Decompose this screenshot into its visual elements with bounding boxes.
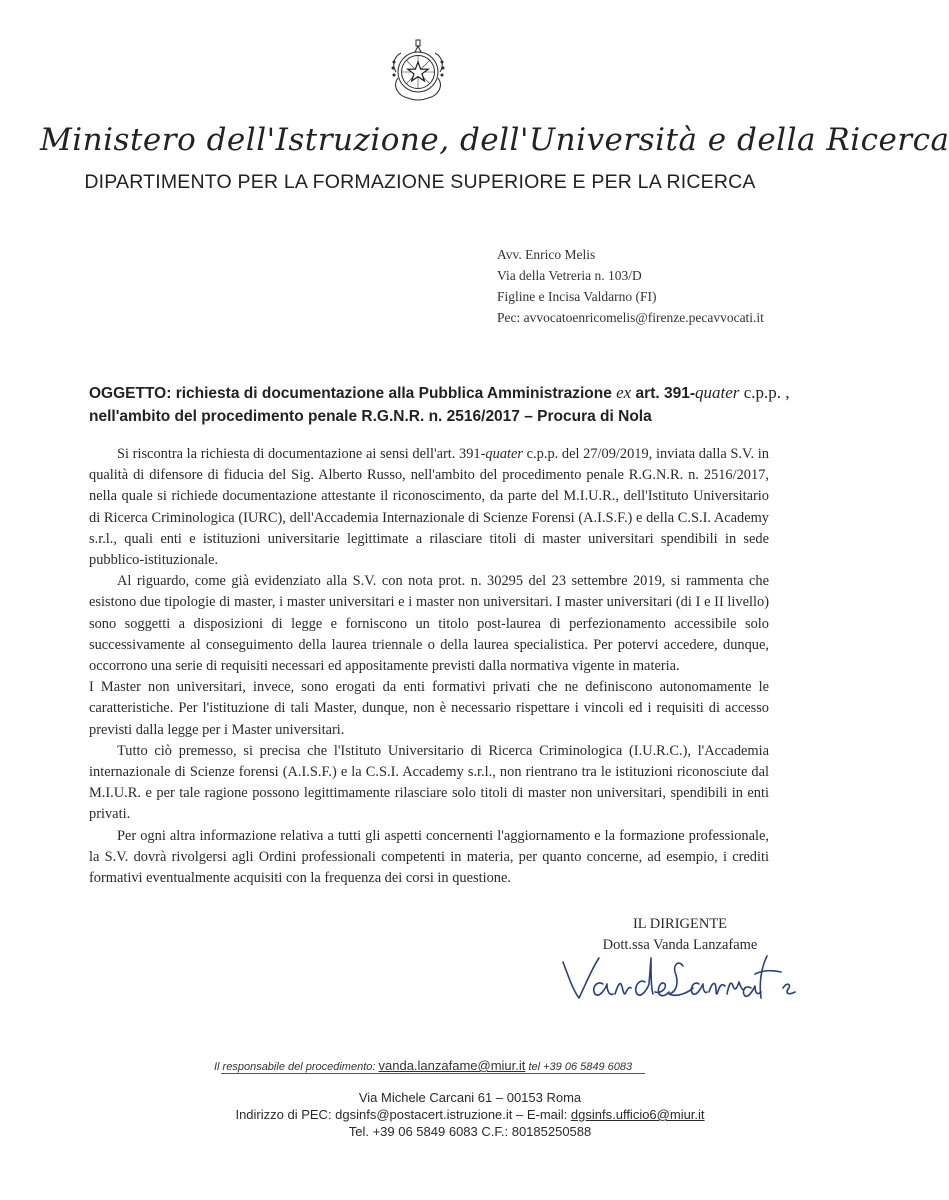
paragraph-1-quater: quater	[485, 446, 523, 462]
letter-body	[89, 444, 769, 889]
paragraph-4: Tutto ciò premesso, si precisa che l'Istituto Universitario di Ricerca Criminologica (I.U.R.C.), l'Accademia internazionale di Scienze forensi (A.I.S.F.) e la C.S.I. Accademy s.r.l., non rientrano tra le istituzioni riconosciute dal M.I.U.R. e per tale ragione possono legittimamente rilasciare solo titoli di master non universitari, spendibili in enti privati.	[89, 742, 769, 823]
responsible-phone: tel +39 06 5849 6083	[528, 1061, 633, 1073]
subject-line-1	[89, 381, 789, 405]
republic-emblem-icon	[388, 38, 448, 104]
paragraph-1	[89, 444, 769, 571]
subject-cpp: c.p.p. ,	[743, 383, 790, 402]
recipient-address	[497, 244, 764, 328]
responsible-label: Il responsabile del procedimento:	[214, 1061, 376, 1073]
subject-line-2: nell'ambito del procedimento penale R.G.N.R. n. 2516/2017 – Procura di Nola	[89, 408, 652, 425]
footer-divider	[221, 1073, 645, 1074]
footer-address: Via Michele Carcani 61 – 00153 Roma	[358, 1090, 582, 1105]
handwritten-signature	[555, 948, 805, 1018]
subject-block	[89, 381, 789, 428]
paragraph-3: I Master non universitari, invece, sono erogati da enti formativi privati che ne definiscono autonomamente le caratteristiche. Per l'istituzione di tali Master, dunque, non è necessario rispettare i vincoli ed i requisiti di accesso previsti dalla legge per i Master universitari.	[89, 679, 769, 738]
paragraph-2: Al riguardo, come già evidenziato alla S.V. con nota prot. n. 30295 del 23 settembre 2019, si rammenta che esistono due tipologie di master, i master universitari e i master non universitari. I master universitari (di I e II livello) sono soggetti a disposizioni di legge e forniscono un titolo post-laurea di perfezionamento accessibile solo successivamente al conseguimento della laurea triennale o della laurea specialistica. Per potervi accedere, dunque, occorrono una serie di requisiti necessari ed appositamente previsti dalla normativa vigente in materia.	[89, 573, 769, 675]
paragraph-5: Per ogni altra informazione relativa a tutti gli aspetti concernenti l'aggiornamento e la formazione professionale, la S.V. dovrà rivolgersi agli Ordini professionali competenti in materia, per quanto concerne, ad esempio, i crediti formativi eventualmente acquisiti con la frequenza dei corsi in questione.	[89, 827, 769, 887]
footer	[140, 1089, 800, 1140]
ministry-name: Ministero dell'Istruzione, dell'Università e della Ricerca	[40, 122, 949, 158]
subject-art: art. 391-	[635, 385, 695, 402]
footer-email-link[interactable]: dgsinfs.ufficio6@miur.it	[570, 1107, 705, 1122]
recipient-name: Avv. Enrico Melis	[497, 247, 596, 262]
responsible-line	[214, 1058, 654, 1073]
department-name: DIPARTIMENTO PER LA FORMAZIONE SUPERIORE E PER LA RICERCA	[84, 171, 756, 193]
paragraph-1-part-b: c.p.p. del 27/09/2019, inviata dalla S.V. in qualità di difensore di fiducia del Sig. Alberto Russo, nell'ambito del procedimento penale R.G.N.R. n. 2516/2017, nella quale si richiede documentazione attestante il riconoscimento, da parte del M.I.U.R., dell'Istituto Universitario di Ricerca Criminologica (IURC), dell'Accademia Internazionale di Scienze Forensi (A.I.S.F.) e della C.S.I. Academy s.r.l., quali enti e istituzioni universitarie legittimate a rilasciare titoli di master universitari spendibili in sede pubblico-istituzionale.	[89, 446, 769, 569]
subject-label: OGGETTO:	[89, 385, 172, 402]
subject-quater: quater	[695, 383, 740, 402]
paragraph-1-part-a: Si riscontra la richiesta di documentazione ai sensi dell'art. 391-	[117, 446, 486, 462]
subject-ex: ex	[616, 383, 632, 402]
footer-pec: Indirizzo di PEC: dgsinfs@postacert.istruzione.it – E-mail:	[235, 1107, 571, 1122]
signatory-name: Dott.ssa Vanda Lanzafame	[602, 937, 758, 953]
recipient-pec: Pec: avvocatoenricomelis@firenze.pecavvocati.it	[497, 310, 764, 325]
signatory-title: IL DIRIGENTE	[632, 916, 728, 932]
recipient-city: Figline e Incisa Valdarno (FI)	[497, 289, 657, 304]
responsible-email-link[interactable]: vanda.lanzafame@miur.it	[378, 1058, 526, 1073]
recipient-street: Via della Vetreria n. 103/D	[497, 268, 642, 283]
footer-phone-cf: Tel. +39 06 5849 6083 C.F.: 80185250588	[348, 1124, 592, 1139]
footer-pec-line	[140, 1106, 800, 1123]
subject-text: richiesta di documentazione alla Pubblica Amministrazione	[175, 385, 612, 402]
